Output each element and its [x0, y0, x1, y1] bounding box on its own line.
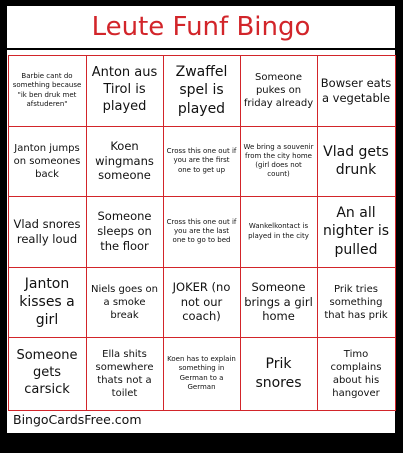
bingo-cell[interactable]: Vlad gets drunk [317, 126, 396, 197]
bingo-cell[interactable]: An all nighter is pulled [317, 196, 396, 268]
bingo-cell[interactable]: Anton aus Tirol is played [86, 55, 164, 127]
bingo-cell[interactable]: Janton jumps on someones back [8, 126, 87, 197]
bingo-cell[interactable]: Someone pukes on friday already [240, 55, 318, 127]
bingo-cell[interactable]: Ella shits somewhere thats not a toilet [86, 337, 164, 411]
bingo-grid [8, 55, 395, 410]
bingo-cell[interactable]: Janton kisses a girl [8, 267, 87, 338]
bingo-cell[interactable]: Cross this one out if you are the last one to go to bed [163, 196, 241, 268]
bingo-cell[interactable]: We bring a souvenir from the city home (girl does not count) [240, 126, 318, 197]
bingo-cell[interactable]: Barbie cant do something because "ik ben druk met afstuderen" [8, 55, 87, 127]
bingo-cell[interactable]: Vlad snores really loud [8, 196, 87, 268]
bingo-cell[interactable]: Koen wingmans someone [86, 126, 164, 197]
bingo-cell[interactable]: Koen has to explain something in German to a German [163, 337, 241, 411]
bingo-cell[interactable]: Bowser eats a vegetable [317, 55, 396, 127]
bingo-cell[interactable]: Wankelkontact is played in the city [240, 196, 318, 268]
bingo-cell[interactable]: Zwaffel spel is played [163, 55, 241, 127]
site-credit: BingoCardsFree.com [13, 412, 142, 427]
bingo-cell[interactable]: Someone brings a girl home [240, 267, 318, 338]
bingo-cell[interactable]: Prik snores [240, 337, 318, 411]
bingo-cell[interactable]: JOKER (no not our coach) [163, 267, 241, 338]
bingo-card [7, 6, 395, 433]
bingo-cell[interactable]: Prik tries something that has prik [317, 267, 396, 338]
bingo-cell[interactable]: Niels goes on a smoke break [86, 267, 164, 338]
bingo-cell[interactable]: Someone gets carsick [8, 337, 87, 411]
bingo-cell[interactable]: Someone sleeps on the floor [86, 196, 164, 268]
card-title: Leute Funf Bingo [7, 6, 395, 50]
bingo-cell[interactable]: Timo complains about his hangover [317, 337, 396, 411]
bingo-cell[interactable]: Cross this one out if you are the first one to get up [163, 126, 241, 197]
